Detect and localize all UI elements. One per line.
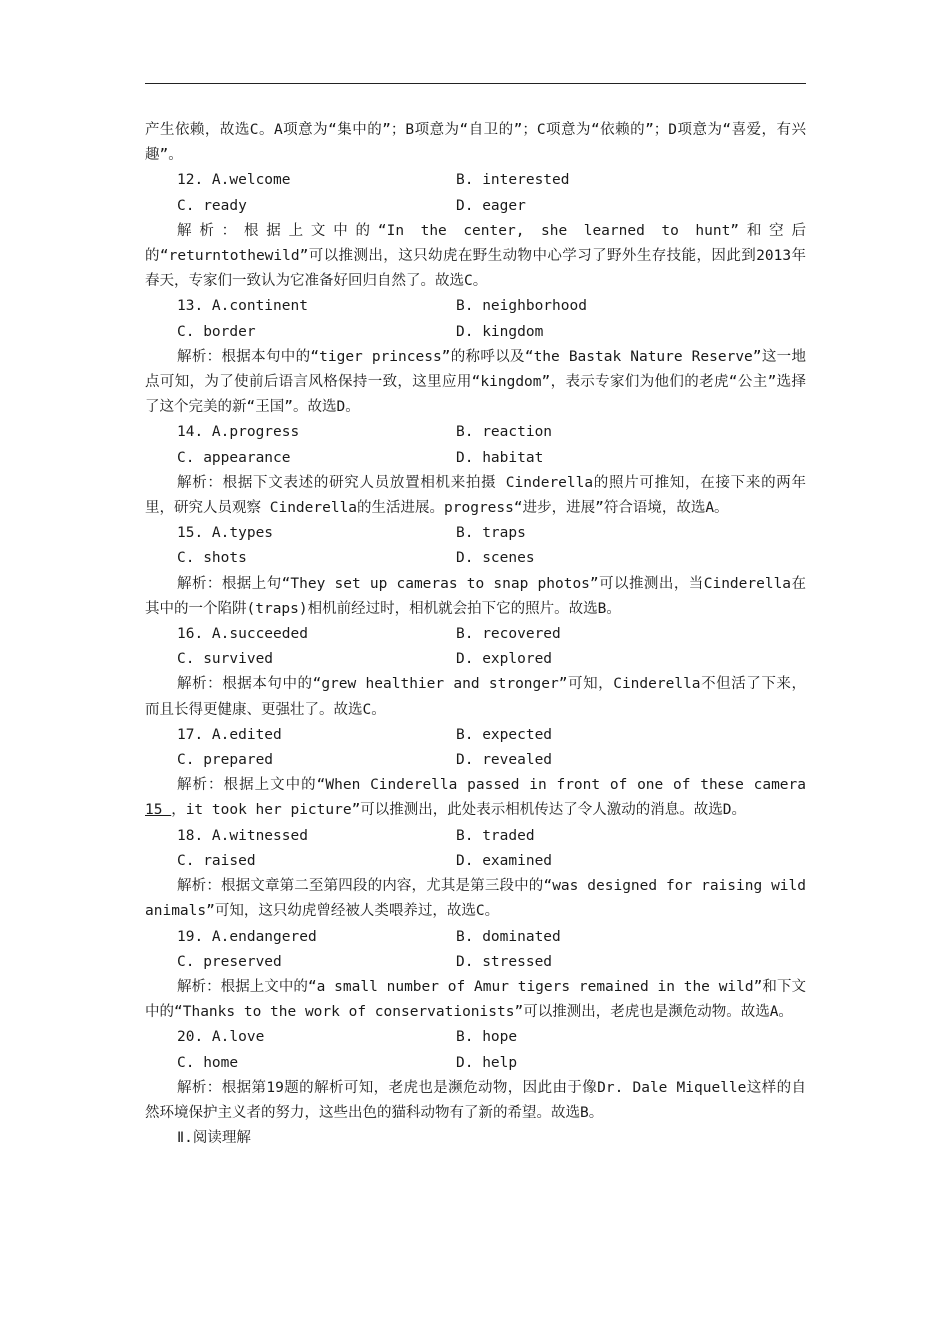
q13-option-b: B. neighborhood (456, 298, 587, 315)
q17-option-d: D. revealed (456, 752, 553, 769)
question-12-options-row-2 (145, 194, 806, 219)
q15-option-c: C. shots (177, 550, 247, 567)
q17-option-c: C. prepared (177, 752, 274, 769)
q14-option-c: C. appearance (177, 449, 291, 466)
section-heading: Ⅱ.阅读理解 (177, 1130, 251, 1147)
question-18-options-row-1 (145, 824, 806, 849)
q12-option-c: C. ready (177, 197, 247, 214)
q15-option-b: B. traps (456, 525, 526, 542)
q20-analysis: 解析：根据第19题的解析可知，老虎也是濒危动物，因此由于像Dr. Dale Miquelle这样的自然环境保护主义者的努力，这些出色的猫科动物有了新的希望。故选B。 (145, 1079, 806, 1121)
q12-option-a: 12. A.welcome (177, 172, 291, 189)
q13-analysis: 解析：根据本句中的“tiger princess”的称呼以及“the Bastak Nature Reserve”这一地点可知，为了使前后语言风格保持一致，这里应用“kingdom”，表示专家们为他们的老虎“公主”选择了这个完美的新“王国”。故选D。 (145, 348, 806, 416)
q16-option-a: 16. A.succeeded (177, 626, 308, 643)
q14-option-d: D. habitat (456, 449, 544, 466)
q15-option-d: D. scenes (456, 550, 535, 567)
q14-option-b: B. reaction (456, 424, 553, 441)
q20-option-c: C. home (177, 1054, 239, 1071)
q19-option-c: C. preserved (177, 953, 282, 970)
question-19-options-row-2 (145, 950, 806, 975)
question-13-options-row-1 (145, 294, 806, 319)
q15-analysis: 解析：根据上句“They set up cameras to snap photos”可以推测出，当Cinderella在其中的一个陷阱(traps)相机前经过时，相机就会拍下它的照片。故选B。 (145, 575, 806, 617)
q12-analysis: 解析：根据上文中的“In the center, she learned to hunt”和空后的“returntothewild”可以推测出，这只幼虎在野生动物中心学习了野外生存技能，因此到2013年春天，专家们一致认为它准备好回归自然了。故选C。 (145, 222, 806, 290)
q18-option-d: D. examined (456, 852, 553, 869)
question-12-options-row-1 (145, 168, 806, 193)
q17-analysis-post: ，it took her picture”可以推测出，此处表示相机传达了令人激动的消息。故选D。 (171, 802, 747, 819)
q17-analysis-pre: 解析：根据上文中的“When Cinderella passed in front of one of these camera (177, 777, 806, 794)
question-17-options-row-2 (145, 748, 806, 773)
question-14-options-row-2 (145, 446, 806, 471)
q17-blank-reference: 15 (145, 802, 172, 819)
question-20-options-row-1 (145, 1025, 806, 1050)
q19-option-b: B. dominated (456, 928, 561, 945)
q15-option-a: 15. A.types (177, 525, 274, 542)
q12-option-d: D. eager (456, 197, 526, 214)
header-rule (145, 83, 806, 84)
q20-option-b: B. hope (456, 1029, 518, 1046)
question-16-options-row-1 (145, 622, 806, 647)
q14-analysis: 解析：根据下文表述的研究人员放置相机来拍摄 Cinderella的照片可推知，在接下来的两年里，研究人员观察 Cinderella的生活进展。progress“进步，进展”符合语境，故选A。 (145, 474, 806, 517)
q16-option-c: C. survived (177, 651, 274, 668)
q18-analysis: 解析：根据文章第二至第四段的内容，尤其是第三段中的“was designed for raising wild animals”可知，这只幼虎曾经被人类喂养过，故选C。 (145, 878, 806, 920)
q19-option-a: 19. A.endangered (177, 928, 317, 945)
q16-option-d: D. explored (456, 651, 553, 668)
question-19-options-row-1 (145, 925, 806, 950)
question-18-options-row-2 (145, 849, 806, 874)
q18-option-c: C. raised (177, 852, 256, 869)
q19-option-d: D. stressed (456, 953, 553, 970)
q19-analysis: 解析：根据上文中的“a small number of Amur tigers remained in the wild”和下文中的“Thanks to the work of conservationists”可以推测出，老虎也是濒危动物。故选A。 (145, 978, 806, 1021)
intro-paragraph: 产生依赖，故选C。A项意为“集中的”；B项意为“自卫的”；C项意为“依赖的”；D项意为“喜爱，有兴趣”。 (145, 122, 806, 164)
q18-option-b: B. traded (456, 827, 535, 844)
q18-option-a: 18. A.witnessed (177, 827, 308, 844)
q13-option-a: 13. A.continent (177, 298, 308, 315)
q13-option-d: D. kingdom (456, 323, 544, 340)
q12-option-b: B. interested (456, 172, 570, 189)
question-15-options-row-2 (145, 546, 806, 571)
q20-option-a: 20. A.love (177, 1029, 265, 1046)
question-17-options-row-1 (145, 723, 806, 748)
question-14-options-row-1 (145, 420, 806, 445)
q14-option-a: 14. A.progress (177, 424, 300, 441)
question-20-options-row-2 (145, 1051, 806, 1076)
question-13-options-row-2 (145, 320, 806, 345)
q17-option-a: 17. A.edited (177, 726, 282, 743)
q17-option-b: B. expected (456, 726, 553, 743)
question-16-options-row-2 (145, 647, 806, 672)
q16-option-b: B. recovered (456, 626, 561, 643)
q20-option-d: D. help (456, 1054, 518, 1071)
document-body (145, 118, 806, 1151)
q13-option-c: C. border (177, 323, 256, 340)
q17-analysis (145, 773, 806, 823)
question-15-options-row-1 (145, 521, 806, 546)
q16-analysis: 解析：根据本句中的“grew healthier and stronger”可知，Cinderella不但活了下来，而且长得更健康、更强壮了。故选C。 (145, 676, 806, 718)
